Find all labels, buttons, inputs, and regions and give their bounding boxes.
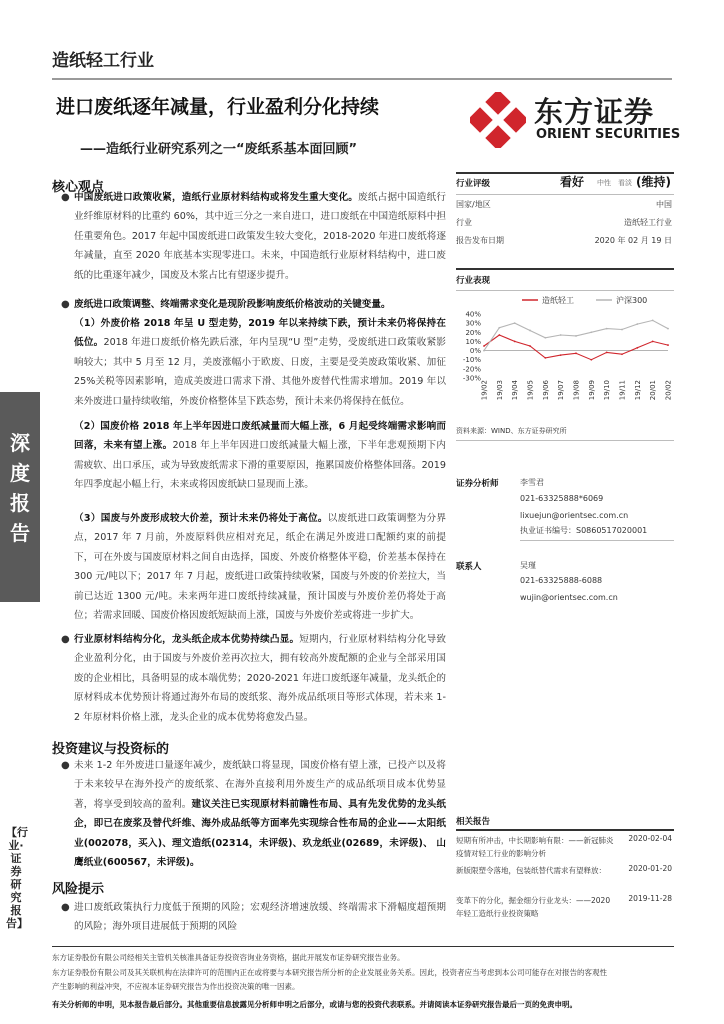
core-point-5: [74, 509, 446, 625]
contact-label: 联系人: [456, 562, 482, 572]
y-tick-label: 20%: [465, 328, 481, 337]
data-point: [590, 331, 592, 333]
data-point: [483, 345, 485, 347]
logo-chinese-name: 东方证券: [534, 95, 655, 129]
y-tick-label: 0%: [469, 347, 481, 356]
rating-row-value: 中国: [656, 200, 672, 209]
rating-row-key: 报告发布日期: [456, 236, 504, 245]
legend-label: 造纸轻工: [542, 296, 574, 305]
data-point: [652, 341, 654, 343]
core-point-4-bold: （2）国废价格 2018 年上半年因进口废纸减量而大幅上涨，6 月起受终端需求影响而回落，未来有望上涨。: [74, 421, 446, 452]
contact-phone: 021-63325888-6088: [520, 576, 603, 585]
invest-text: 未来 1-2 年外废进口量逐年减少，废纸缺口将显现，国废价格有望上涨，已投产以及将于未来较早在海外投产的废纸浆、在海外直接利用外废生产的成品纸项目成本优势显著，将享受到较高的盈利。: [74, 760, 446, 810]
rating-other-negative: 看淡: [618, 179, 632, 187]
contact-name: 吴瑾: [520, 561, 536, 570]
side-tag-text: 深度报告: [10, 431, 30, 545]
contact-email[interactable]: wujin@orientsec.com.cn: [520, 593, 618, 602]
x-tick-label: 19/04: [511, 380, 520, 401]
rating-maintain: (维持): [636, 175, 671, 189]
bullet-icon: ●: [61, 299, 70, 310]
risk-heading: 风险提示: [52, 882, 105, 897]
data-point: [621, 329, 623, 331]
data-point: [514, 322, 516, 324]
data-point: [667, 344, 669, 346]
chart-bottom-rule: [456, 440, 674, 441]
rating-rule: [456, 194, 674, 195]
data-point: [544, 357, 546, 359]
y-tick-label: 30%: [465, 319, 481, 328]
x-tick-label: 19/10: [603, 380, 612, 401]
core-point-5-text: 以废纸进口政策调整为分界点，2017 年 7 月前，外废原料供应相对充足，纸企在满足外废进口配额约束的前提下，可在外废与国废原材料之间自由选择，国废、外废价格整体平稳，价差基本保持在 300 元/吨以下；2017 年 7 月起，废纸进口政策持续收紧，国废与外废的价差拉大，当前已达近 1300 元/吨。未来两年进口废纸持续减量，预计国废与外废价差仍将处于高位；若需求回暖、国废价格因废纸短缺而上涨，国废与外废价差或将进一步扩大。: [74, 513, 446, 622]
data-point: [667, 328, 669, 330]
related-report-title[interactable]: 变革下的分化，掘金细分行业龙头：——2020 年轻工造纸行业投资策略: [456, 896, 611, 918]
x-tick-label: 19/07: [557, 380, 566, 401]
invest-paragraph: [61, 756, 447, 872]
header-divider: [52, 78, 672, 80]
series-line-paper: [484, 335, 668, 360]
x-tick-label: 20/01: [649, 380, 658, 401]
data-point: [652, 320, 654, 322]
data-point: [606, 352, 608, 354]
x-tick-label: 19/02: [480, 380, 489, 401]
invest-bold: 建议关注已实现原材料前瞻性布局、具有先发优势的龙头纸企，即已在废浆及替代纤维、海外成品纸等方面率先实现综合性布局的企业——太阳纸业(002078，买入)、理文造纸(02314，未评级)、玖龙纸业(02689，未评级)、 山鹰纸业(600567，未评级)。: [74, 798, 447, 869]
related-report-date: 2020-02-04: [628, 834, 672, 843]
analyst-phone: 021-63325888*6069: [520, 494, 604, 503]
y-tick-label: 40%: [465, 310, 481, 319]
risk-text: 进口废纸政策执行力度低于预期的风险；宏观经济增速放缓、终端需求下滑幅度超预期的风险；海外项目进展低于预期的风险: [74, 902, 446, 933]
y-tick-label: -10%: [462, 356, 481, 365]
data-point: [621, 353, 623, 355]
x-tick-label: 19/12: [633, 380, 642, 401]
x-tick-label: 19/08: [572, 380, 581, 401]
data-point: [514, 341, 516, 343]
risk-paragraph: [61, 898, 446, 937]
orient-logo-icon: [470, 92, 526, 148]
rating-row-key: 行业: [456, 218, 472, 227]
x-tick-label: 19/09: [587, 380, 596, 401]
bullet-icon: ●: [61, 760, 70, 771]
core-point-1: [61, 188, 447, 285]
data-point: [636, 323, 638, 325]
rating-row-value: 造纸轻工行业: [624, 218, 672, 227]
footer-line-2: 东方证券股份有限公司及其关联机构在法律许可的范围内正在或将要与本研究报告所分析的企业发展业务关系。因此，投资者应当考虑到本公司可能存在对报告的客观性: [52, 968, 607, 977]
data-point: [483, 350, 485, 352]
data-point: [529, 345, 531, 347]
related-report-title[interactable]: 新版限塑令落地，包装纸替代需求有望释放：: [456, 866, 606, 875]
core-point-4-text: 2018 年上半年因进口废纸减量大幅上涨，下半年悲观预期下内需疲软、出口承压，或为导致废纸需求下滑的重要原因，拖累国废价格整体回落。2019 年四季度起小幅上行，未来或将因废纸缺口显现而上涨。: [74, 440, 446, 491]
x-tick-label: 19/11: [618, 380, 627, 401]
chart-source: 资料来源：WIND、东方证券研究所: [456, 427, 567, 435]
logo-english-name: ORIENT SECURITIES: [536, 127, 681, 142]
analyst-label: 证券分析师: [456, 479, 499, 489]
footer-line-1: 东方证券股份有限公司经相关主管机关核准具备证券投资咨询业务资格，据此开展发布证券研究报告业务。: [52, 953, 405, 962]
data-point: [636, 347, 638, 349]
industry-label: 造纸轻工行业: [52, 51, 154, 71]
data-point: [560, 334, 562, 336]
side-report-category: [6, 826, 26, 930]
core-point-1-text: 废纸占据中国造纸行业纤维原材料的比重约 60%，其中近三分之一来自进口，进口废纸在中国造纸原料中担任重要角色。2017 年起中国废纸进口政策发生较大变化，2018-2020 年进口废纸将逐年减量，直至 2020 年底基本实现零进口。未来，中国造纸行业原材料结构中，进口废纸的比重逐年减少，国废及木浆占比有望逐步提升。: [74, 192, 447, 281]
core-point-6: [61, 630, 447, 727]
data-point: [590, 359, 592, 361]
related-report-title[interactable]: 短期有所冲击，中长期影响有限：——新冠肺炎疫情对轻工行业的影响分析: [456, 836, 614, 858]
related-report-date: 2020-01-20: [628, 864, 672, 873]
bullet-icon: ●: [61, 192, 70, 203]
analyst-name: 李雪君: [520, 478, 544, 487]
industry-performance-chart: [456, 292, 674, 412]
data-point: [498, 334, 500, 336]
y-tick-label: -20%: [462, 365, 481, 374]
data-point: [575, 352, 577, 354]
core-point-3: [74, 314, 446, 411]
rating-other-neutral: 中性: [597, 179, 611, 187]
side-category-text: 【行业·证券研究报告】: [6, 826, 28, 930]
data-point: [498, 327, 500, 329]
legend-label: 沪深300: [616, 296, 648, 305]
footer-line-3: 产生影响的利益冲突，不应视本证券研究报告为作出投资决策的唯一因素。: [52, 982, 300, 991]
core-point-5-bold: （3）国废与外废形成较大价差，预计未来仍将处于高位。: [74, 513, 328, 524]
report-subtitle: ——造纸行业研究系列之一“废纸系基本面回顾”: [80, 142, 358, 157]
x-tick-label: 19/05: [526, 380, 535, 401]
report-title: 进口废纸逐年减量，行业盈利分化持续: [56, 96, 380, 118]
core-point-2: [61, 295, 446, 314]
rating-row-key: 国家/地区: [456, 200, 491, 209]
data-point: [560, 354, 562, 356]
analyst-rule: [520, 540, 674, 541]
core-point-2-bold: 废纸进口政策调整、终端需求变化是现阶段影响废纸价格波动的关键变量。: [74, 299, 391, 310]
core-point-3-bold: （1）外废价格 2018 年呈 U 型走势，2019 年以来持续下跌，预计未来仍将保持在低位。: [74, 318, 446, 349]
core-heading: 核心观点: [52, 180, 105, 195]
data-point: [575, 335, 577, 337]
y-tick-label: 10%: [465, 337, 481, 346]
y-tick-label: -30%: [462, 374, 481, 383]
invest-heading: 投资建议与投资标的: [52, 742, 170, 757]
bullet-icon: ●: [61, 634, 70, 645]
footer-line-4: 有关分析师的申明，见本报告最后部分。其他重要信息披露见分析师申明之后部分，或请与您的投资代表联系。并请阅读本证券研究报告最后一页的免责申明。: [52, 1000, 577, 1009]
analyst-email[interactable]: lixuejun@orientsec.com.cn: [520, 511, 629, 520]
rating-value: 看好: [560, 175, 585, 189]
core-point-1-bold: 中国废纸进口政策收紧，造纸行业原材料结构或将发生重大变化。: [74, 192, 359, 203]
chart-title-rule: [456, 290, 674, 291]
chart-top-rule: [456, 268, 674, 270]
rating-label: 行业评级: [456, 179, 491, 189]
core-point-4: [74, 417, 446, 495]
x-tick-label: 19/06: [541, 380, 550, 401]
related-rule: [456, 829, 674, 831]
footer-rule: [52, 946, 674, 947]
data-point: [606, 328, 608, 330]
x-tick-label: 20/02: [664, 380, 673, 401]
analyst-license: 执业证书编号：S0860517020001: [520, 526, 648, 535]
related-report-date: 2019-11-28: [628, 894, 672, 903]
x-tick-label: 19/03: [495, 380, 504, 401]
data-point: [529, 330, 531, 332]
side-report-type-tag: [0, 392, 40, 602]
rating-row-value: 2020 年 02 月 19 日: [594, 236, 672, 245]
core-point-6-text: 短期内，行业原材料结构分化导致企业盈利分化，由于国废与外废价差再次拉大，拥有较高外废配额的企业与全部采用国废的企业相比，具备明显的成本端优势；2020-2021 年进口废纸逐年减量，龙头纸企的原材料成本优势预计将通过海外布局的废纸浆、海外成品纸项目等形式体现，若未来 1-2 年原材料价格上涨，龙头企业的成本优势将愈发凸显。: [74, 634, 447, 723]
bullet-icon: ●: [61, 902, 70, 913]
chart-title: 行业表现: [456, 276, 491, 286]
core-point-3-text: 2018 年进口废纸价格先跌后涨，年内呈现“U 型”走势，受废纸进口政策收紧影响较大；其中 5 月至 12 月，美废涨幅小于欧废、日废，主要是受美废政策收紧、加征 25%关税等因素影响，造成美废进口需求下滑、其他外废替代性需求增加。2019 年以来外废进口量持续收缩，外废价格整体呈下跌态势，预计未来仍将保持在低位。: [74, 337, 447, 407]
data-point: [544, 337, 546, 339]
related-heading: 相关报告: [456, 817, 491, 827]
core-point-6-bold: 行业原材料结构分化，龙头纸企成本优势持续凸显。: [74, 634, 300, 645]
